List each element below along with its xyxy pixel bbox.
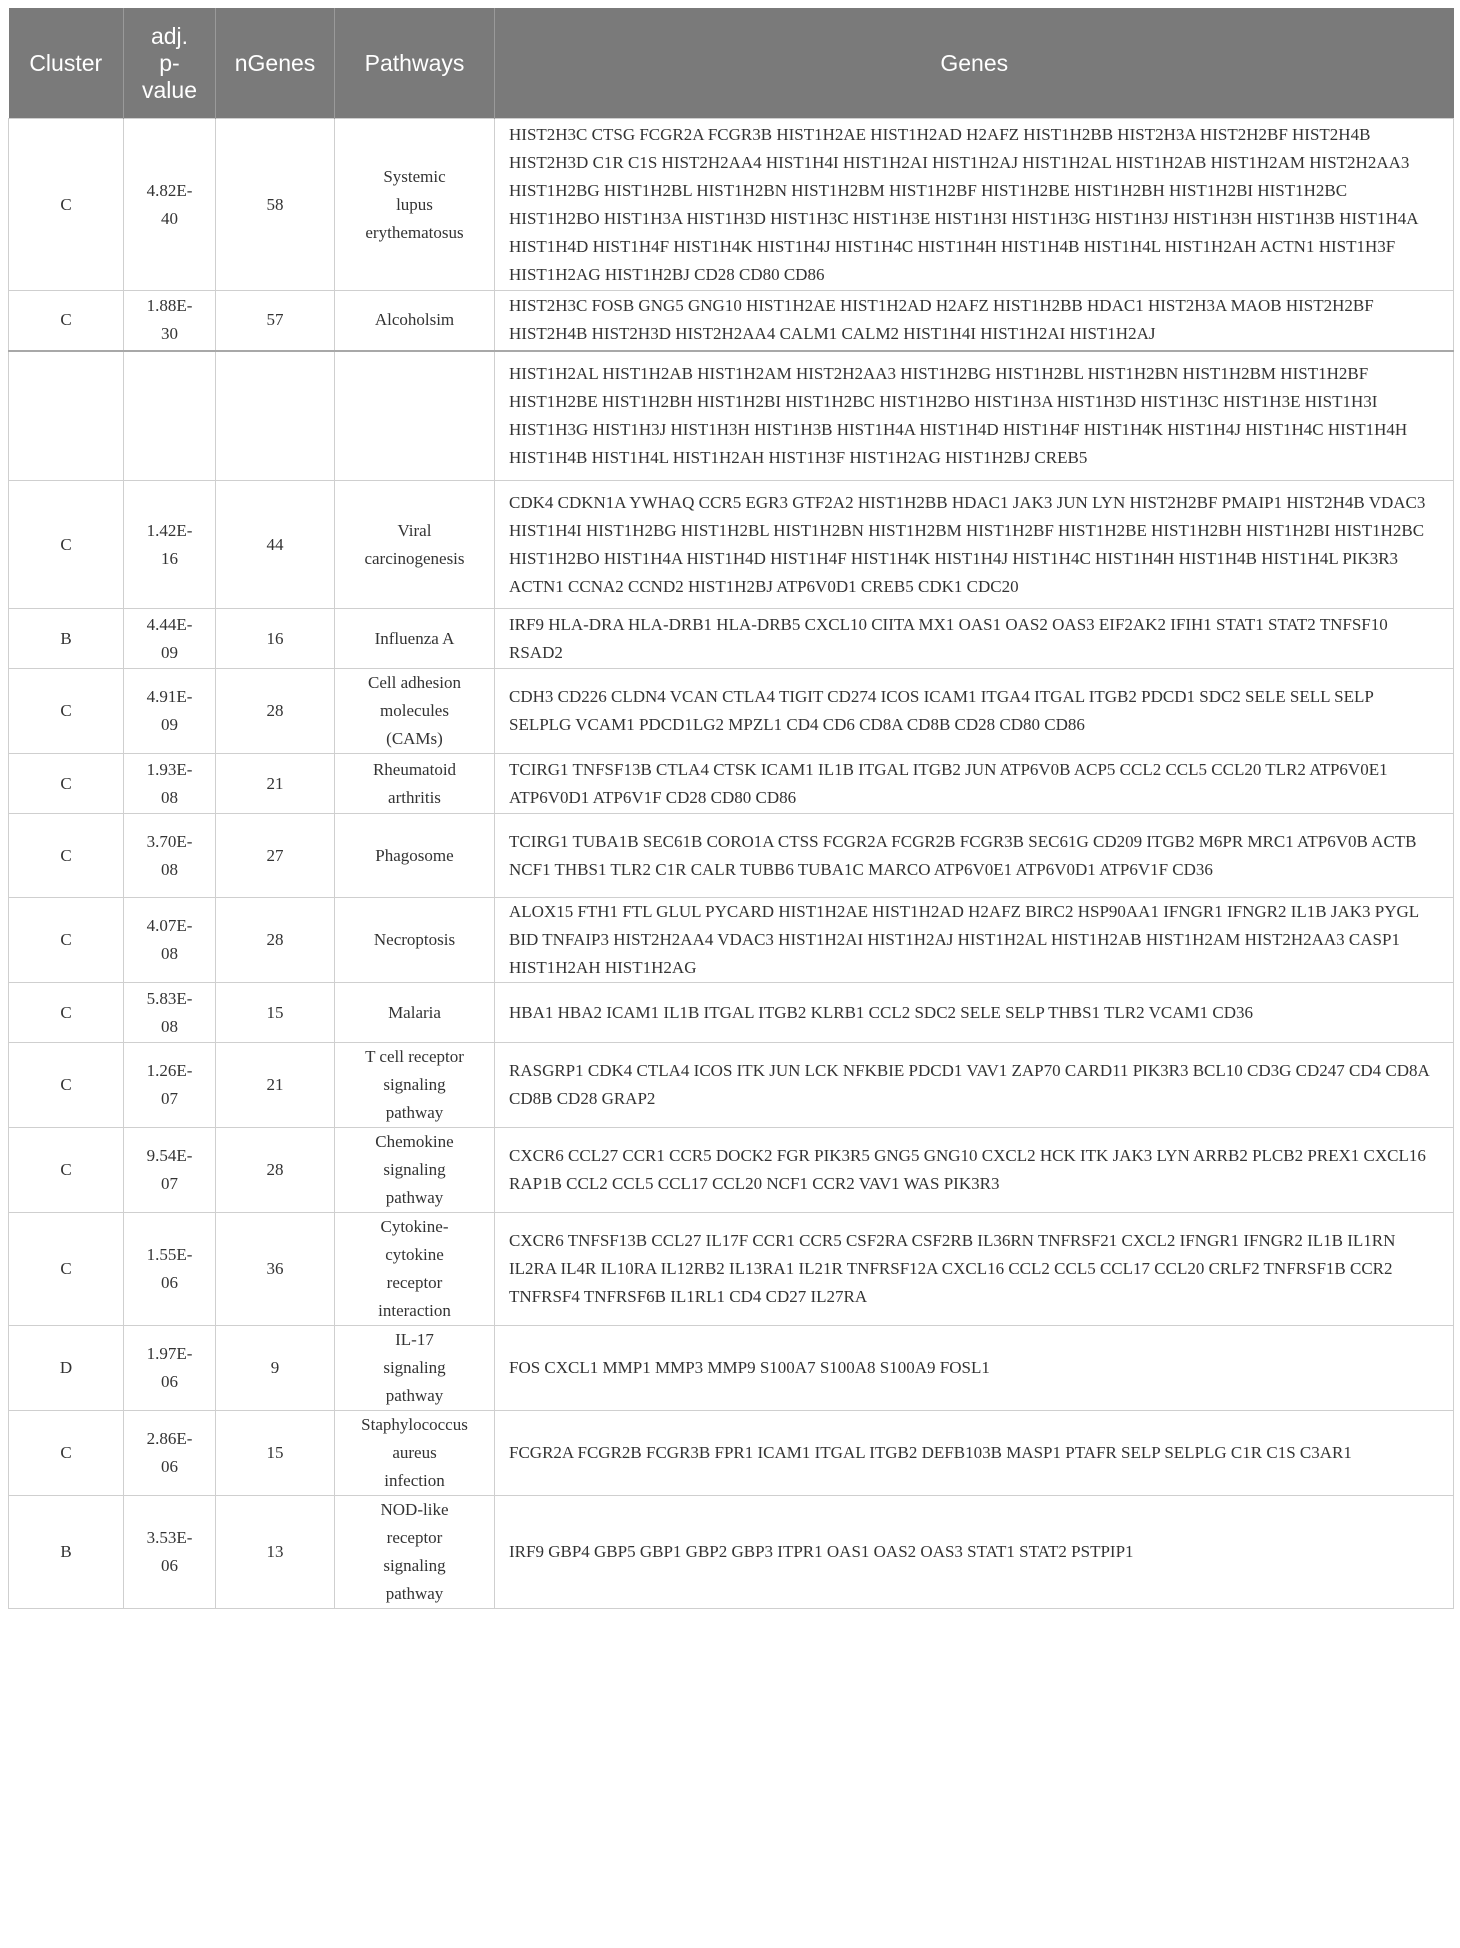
pathway-cell	[335, 351, 495, 481]
table-row	[9, 814, 1454, 898]
table-row	[9, 291, 1454, 351]
header-adj-p-value: adj. p- value	[124, 8, 216, 119]
cluster-cell: C	[9, 1128, 124, 1213]
pathway-cell: Phagosome	[335, 814, 495, 898]
pvalue-cell: 4.07E- 08	[124, 898, 216, 983]
genes-cell: RASGRP1 CDK4 CTLA4 ICOS ITK JUN LCK NFKBIE PDCD1 VAV1 ZAP70 CARD11 PIK3R3 BCL10 CD3G CD247 CD4 CD8A CD8B CD28 GRAP2	[495, 1043, 1454, 1128]
pvalue-cell: 3.70E- 08	[124, 814, 216, 898]
genes-cell: FCGR2A FCGR2B FCGR3B FPR1 ICAM1 ITGAL ITGB2 DEFB103B MASP1 PTAFR SELP SELPLG C1R C1S C3AR1	[495, 1411, 1454, 1496]
pathway-cell: Cytokine- cytokine receptor interaction	[335, 1213, 495, 1326]
table-row	[9, 609, 1454, 669]
ngenes-cell	[216, 351, 335, 481]
pathway-cell: IL-17 signaling pathway	[335, 1326, 495, 1411]
pvalue-cell: 5.83E- 08	[124, 983, 216, 1043]
table-row	[9, 1128, 1454, 1213]
genes-cell: CXCR6 CCL27 CCR1 CCR5 DOCK2 FGR PIK3R5 GNG5 GNG10 CXCL2 HCK ITK JAK3 LYN ARRB2 PLCB2 PREX1 CXCL16 RAP1B CCL2 CCL5 CCL17 CCL20 NCF1 CCR2 VAV1 WAS PIK3R3	[495, 1128, 1454, 1213]
cluster-cell: D	[9, 1326, 124, 1411]
pvalue-cell: 3.53E- 06	[124, 1496, 216, 1609]
cluster-cell: C	[9, 898, 124, 983]
ngenes-cell: 28	[216, 898, 335, 983]
cluster-cell: C	[9, 669, 124, 754]
cluster-cell: C	[9, 1043, 124, 1128]
ngenes-cell: 16	[216, 609, 335, 669]
table-row	[9, 119, 1454, 291]
pvalue-cell	[124, 351, 216, 481]
table-row	[9, 481, 1454, 609]
ngenes-cell: 28	[216, 669, 335, 754]
ngenes-cell: 9	[216, 1326, 335, 1411]
ngenes-cell: 21	[216, 754, 335, 814]
pvalue-cell: 1.88E- 30	[124, 291, 216, 351]
genes-cell: CDH3 CD226 CLDN4 VCAN CTLA4 TIGIT CD274 ICOS ICAM1 ITGA4 ITGAL ITGB2 PDCD1 SDC2 SELE SELL SELP SELPLG VCAM1 PDCD1LG2 MPZL1 CD4 CD6 CD8A CD8B CD28 CD80 CD86	[495, 669, 1454, 754]
pathway-cell: Alcoholsim	[335, 291, 495, 351]
genes-cell: CDK4 CDKN1A YWHAQ CCR5 EGR3 GTF2A2 HIST1H2BB HDAC1 JAK3 JUN LYN HIST2H2BF PMAIP1 HIST2H4B VDAC3 HIST1H4I HIST1H2BG HIST1H2BL HIST1H2BN HIST1H2BM HIST1H2BF HIST1H2BE HIST1H2BH HIST1H2BI HIST1H2BC HIST1H2BO HIST1H4A HIST1H4D HIST1H4F HIST1H4K HIST1H4J HIST1H4C HIST1H4H HIST1H4B HIST1H4L PIK3R3 ACTN1 CCNA2 CCND2 HIST1H2BJ ATP6V0D1 CREB5 CDK1 CDC20	[495, 481, 1454, 609]
table-row	[9, 898, 1454, 983]
pathway-enrichment-table	[8, 8, 1454, 1609]
cluster-cell: C	[9, 1411, 124, 1496]
pvalue-cell: 2.86E- 06	[124, 1411, 216, 1496]
table-row	[9, 754, 1454, 814]
cluster-cell: C	[9, 119, 124, 291]
table-row	[9, 669, 1454, 754]
ngenes-cell: 57	[216, 291, 335, 351]
cluster-cell	[9, 351, 124, 481]
pathway-cell: Viral carcinogenesis	[335, 481, 495, 609]
table-row	[9, 983, 1454, 1043]
pvalue-cell: 1.42E- 16	[124, 481, 216, 609]
pathway-cell: Chemokine signaling pathway	[335, 1128, 495, 1213]
pvalue-cell: 4.82E- 40	[124, 119, 216, 291]
header-ngenes: nGenes	[216, 8, 335, 119]
genes-cell: HIST2H3C FOSB GNG5 GNG10 HIST1H2AE HIST1H2AD H2AFZ HIST1H2BB HDAC1 HIST2H3A MAOB HIST2H2BF HIST2H4B HIST2H3D HIST2H2AA4 CALM1 CALM2 HIST1H4I HIST1H2AI HIST1H2AJ	[495, 291, 1454, 351]
genes-cell: TCIRG1 TUBA1B SEC61B CORO1A CTSS FCGR2A FCGR2B FCGR3B SEC61G CD209 ITGB2 M6PR MRC1 ATP6V0B ACTB NCF1 THBS1 TLR2 C1R CALR TUBB6 TUBA1C MARCO ATP6V0E1 ATP6V0D1 ATP6V1F CD36	[495, 814, 1454, 898]
ngenes-cell: 13	[216, 1496, 335, 1609]
cluster-cell: B	[9, 609, 124, 669]
cluster-cell: C	[9, 481, 124, 609]
header-cluster: Cluster	[9, 8, 124, 119]
ngenes-cell: 36	[216, 1213, 335, 1326]
pvalue-cell: 1.93E- 08	[124, 754, 216, 814]
ngenes-cell: 27	[216, 814, 335, 898]
genes-cell: IRF9 HLA-DRA HLA-DRB1 HLA-DRB5 CXCL10 CIITA MX1 OAS1 OAS2 OAS3 EIF2AK2 IFIH1 STAT1 STAT2 TNFSF10 RSAD2	[495, 609, 1454, 669]
genes-cell: TCIRG1 TNFSF13B CTLA4 CTSK ICAM1 IL1B ITGAL ITGB2 JUN ATP6V0B ACP5 CCL2 CCL5 CCL20 TLR2 ATP6V0E1 ATP6V0D1 ATP6V1F CD28 CD80 CD86	[495, 754, 1454, 814]
table-row	[9, 1326, 1454, 1411]
cluster-cell: C	[9, 1213, 124, 1326]
ngenes-cell: 44	[216, 481, 335, 609]
pathway-cell: Rheumatoid arthritis	[335, 754, 495, 814]
genes-cell: FOS CXCL1 MMP1 MMP3 MMP9 S100A7 S100A8 S100A9 FOSL1	[495, 1326, 1454, 1411]
header-row	[9, 8, 1454, 119]
pvalue-cell: 4.44E- 09	[124, 609, 216, 669]
table-row	[9, 351, 1454, 481]
table-row	[9, 1411, 1454, 1496]
genes-cell: HIST2H3C CTSG FCGR2A FCGR3B HIST1H2AE HIST1H2AD H2AFZ HIST1H2BB HIST2H3A HIST2H2BF HIST2H4B HIST2H3D C1R C1S HIST2H2AA4 HIST1H4I HIST1H2AI HIST1H2AJ HIST1H2AL HIST1H2AB HIST1H2AM HIST2H2AA3 HIST1H2BG HIST1H2BL HIST1H2BN HIST1H2BM HIST1H2BF HIST1H2BE HIST1H2BH HIST1H2BI HIST1H2BC HIST1H2BO HIST1H3A HIST1H3D HIST1H3C HIST1H3E HIST1H3I HIST1H3G HIST1H3J HIST1H3H HIST1H3B HIST1H4A HIST1H4D HIST1H4F HIST1H4K HIST1H4J HIST1H4C HIST1H4H HIST1H4B HIST1H4L HIST1H2AH ACTN1 HIST1H3F HIST1H2AG HIST1H2BJ CD28 CD80 CD86	[495, 119, 1454, 291]
cluster-cell: C	[9, 754, 124, 814]
pvalue-cell: 9.54E- 07	[124, 1128, 216, 1213]
ngenes-cell: 21	[216, 1043, 335, 1128]
table-row	[9, 1043, 1454, 1128]
table-body	[9, 119, 1454, 1609]
genes-cell: HBA1 HBA2 ICAM1 IL1B ITGAL ITGB2 KLRB1 CCL2 SDC2 SELE SELP THBS1 TLR2 VCAM1 CD36	[495, 983, 1454, 1043]
cluster-cell: C	[9, 291, 124, 351]
table-row	[9, 1496, 1454, 1609]
pathway-cell: Influenza A	[335, 609, 495, 669]
table-row	[9, 1213, 1454, 1326]
ngenes-cell: 15	[216, 983, 335, 1043]
pvalue-cell: 4.91E- 09	[124, 669, 216, 754]
cluster-cell: C	[9, 983, 124, 1043]
pathway-cell: Systemic lupus erythematosus	[335, 119, 495, 291]
pathway-cell: Cell adhesion molecules (CAMs)	[335, 669, 495, 754]
ngenes-cell: 28	[216, 1128, 335, 1213]
header-pathways: Pathways	[335, 8, 495, 119]
cluster-cell: B	[9, 1496, 124, 1609]
header-genes: Genes	[495, 8, 1454, 119]
pathway-cell: Malaria	[335, 983, 495, 1043]
pvalue-cell: 1.55E- 06	[124, 1213, 216, 1326]
pathway-cell: Necroptosis	[335, 898, 495, 983]
genes-cell: IRF9 GBP4 GBP5 GBP1 GBP2 GBP3 ITPR1 OAS1 OAS2 OAS3 STAT1 STAT2 PSTPIP1	[495, 1496, 1454, 1609]
pvalue-cell: 1.26E- 07	[124, 1043, 216, 1128]
pathway-cell: T cell receptor signaling pathway	[335, 1043, 495, 1128]
cluster-cell: C	[9, 814, 124, 898]
pvalue-cell: 1.97E- 06	[124, 1326, 216, 1411]
table-container	[8, 8, 1453, 1609]
genes-cell: CXCR6 TNFSF13B CCL27 IL17F CCR1 CCR5 CSF2RA CSF2RB IL36RN TNFRSF21 CXCL2 IFNGR1 IFNGR2 IL1B IL1RN IL2RA IL4R IL10RA IL12RB2 IL13RA1 IL21R TNFRSF12A CXCL16 CCL2 CCL5 CCL17 CCL20 CRLF2 TNFRSF1B CCR2 TNFRSF4 TNFRSF6B IL1RL1 CD4 CD27 IL27RA	[495, 1213, 1454, 1326]
pathway-cell: NOD-like receptor signaling pathway	[335, 1496, 495, 1609]
ngenes-cell: 15	[216, 1411, 335, 1496]
ngenes-cell: 58	[216, 119, 335, 291]
pathway-cell: Staphylococcus aureus infection	[335, 1411, 495, 1496]
genes-cell: ALOX15 FTH1 FTL GLUL PYCARD HIST1H2AE HIST1H2AD H2AFZ BIRC2 HSP90AA1 IFNGR1 IFNGR2 IL1B JAK3 PYGL BID TNFAIP3 HIST2H2AA4 VDAC3 HIST1H2AI HIST1H2AJ HIST1H2AL HIST1H2AB HIST1H2AM HIST2H2AA3 CASP1 HIST1H2AH HIST1H2AG	[495, 898, 1454, 983]
genes-cell: HIST1H2AL HIST1H2AB HIST1H2AM HIST2H2AA3 HIST1H2BG HIST1H2BL HIST1H2BN HIST1H2BM HIST1H2BF HIST1H2BE HIST1H2BH HIST1H2BI HIST1H2BC HIST1H2BO HIST1H3A HIST1H3D HIST1H3C HIST1H3E HIST1H3I HIST1H3G HIST1H3J HIST1H3H HIST1H3B HIST1H4A HIST1H4D HIST1H4F HIST1H4K HIST1H4J HIST1H4C HIST1H4H HIST1H4B HIST1H4L HIST1H2AH HIST1H3F HIST1H2AG HIST1H2BJ CREB5	[495, 351, 1454, 481]
